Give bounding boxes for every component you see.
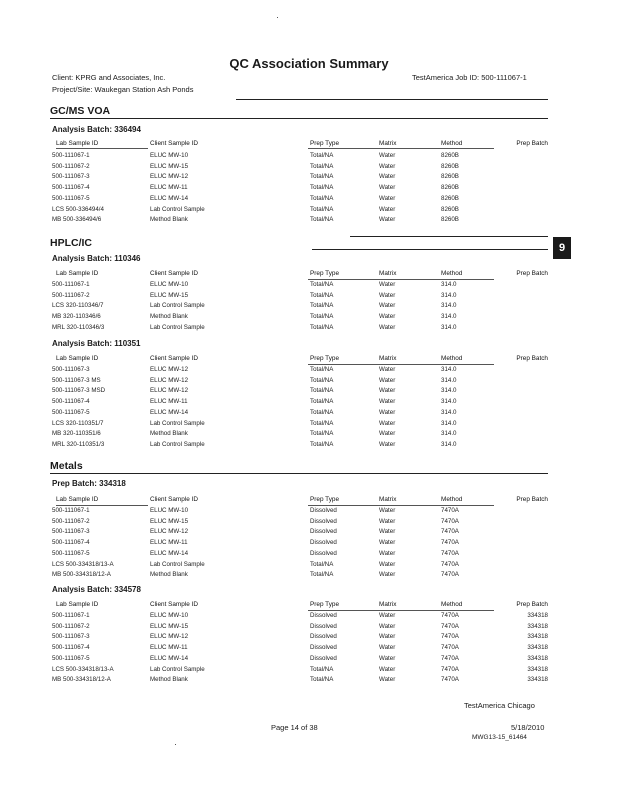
cell-matrix: Water [379,152,396,159]
col-underline [308,364,494,365]
gcms-analysis-batch: Analysis Batch: 336494 [52,125,141,134]
cell-matrix: Water [379,313,396,321]
project-line: Project/Site: Waukegan Station Ash Ponds [52,85,194,94]
col-lab-sample-id: Lab Sample ID [56,355,99,362]
cell-client-sample-id: ELUC MW-12 [150,387,189,395]
col-method: Method [441,496,463,503]
cell-client-sample-id: ELUC MW-10 [150,152,189,159]
cell-matrix: Water [379,291,396,299]
col-lab-sample-id: Lab Sample ID [56,496,99,503]
cell-prep-type: Dissolved [310,507,337,514]
cell-prep-type: Dissolved [310,528,337,536]
cell-prep-type: Total/NA [310,281,334,288]
cell-method: 7470A [441,549,459,557]
cell-prep-type: Total/NA [310,398,334,406]
cell-prep-batch: 334318 [527,676,548,684]
cell-matrix: Water [379,665,396,673]
cell-lab-sample-id: 500-111067-2 [52,162,90,170]
cell-method: 314.0 [441,323,457,331]
hplc-analysis-batch-2: Analysis Batch: 110351 [52,339,141,348]
cell-lab-sample-id: 500-111067-5 [52,654,90,662]
cell-matrix: Water [379,633,396,641]
cell-matrix: Water [379,622,396,630]
cell-lab-sample-id: LCS 320-110346/7 [52,302,104,310]
col-underline [308,610,494,611]
cell-client-sample-id: Lab Control Sample [150,323,205,331]
col-prep-type: Prep Type [310,355,340,362]
table-row [0,550,618,560]
col-method: Method [441,355,463,362]
col-method: Method [441,601,463,608]
table-row [0,441,618,451]
cell-matrix: Water [379,376,396,384]
cell-method: 7470A [441,665,459,673]
col-client-sample-id: Client Sample ID [150,601,198,608]
cell-method: 314.0 [441,281,457,288]
cell-matrix: Water [379,205,396,213]
cell-method: 7470A [441,654,459,662]
cell-method: 314.0 [441,430,457,438]
cell-lab-sample-id: 500-111067-4 [52,539,90,547]
cell-prep-type: Total/NA [310,162,334,170]
col-client-sample-id: Client Sample ID [150,355,198,362]
cell-prep-type: Dissolved [310,539,337,547]
cell-lab-sample-id: MRL 320-110346/3 [52,323,105,331]
cell-prep-type: Total/NA [310,440,334,448]
table-row [0,666,618,676]
cell-prep-type: Total/NA [310,205,334,213]
col-prep-type: Prep Type [310,601,340,608]
footer-date: 5/18/2010 [511,723,545,732]
col-underline [56,148,148,149]
table-row [0,430,618,440]
cell-lab-sample-id: 500-111067-2 [52,291,90,299]
cell-lab-sample-id: 500-111067-1 [52,612,90,619]
section-metals-rule [50,473,548,474]
cell-client-sample-id: ELUC MW-12 [150,366,189,373]
table-row [0,571,618,581]
cell-method: 7470A [441,507,459,514]
cell-client-sample-id: Method Blank [150,571,188,579]
cell-prep-type: Total/NA [310,184,334,192]
cell-matrix: Water [379,430,396,438]
col-client-sample-id: Client Sample ID [150,140,198,147]
cell-lab-sample-id: 500-111067-1 [52,152,90,159]
cell-lab-sample-id: MB 500-334318/12-A [52,676,111,684]
cell-matrix: Water [379,571,396,579]
col-lab-sample-id: Lab Sample ID [56,270,99,277]
cell-method: 7470A [441,622,459,630]
table-row [0,644,618,654]
cell-prep-batch: 334318 [527,654,548,662]
cell-method: 314.0 [441,419,457,427]
col-prep-batch: Prep Batch [516,601,548,608]
cell-lab-sample-id: MB 320-110346/6 [52,313,101,321]
section-hplc-rule-top [350,236,548,237]
cell-method: 7470A [441,571,459,579]
table-row [0,528,618,538]
cell-lab-sample-id: 500-111067-1 [52,507,90,514]
cell-matrix: Water [379,281,396,288]
cell-lab-sample-id: 500-111067-4 [52,644,90,652]
cell-client-sample-id: ELUC MW-15 [150,622,189,630]
cell-client-sample-id: Method Blank [150,216,188,224]
cell-client-sample-id: Lab Control Sample [150,665,205,673]
client-line: Client: KPRG and Associates, Inc. [52,73,166,82]
cell-client-sample-id: ELUC MW-11 [150,539,188,547]
cell-lab-sample-id: LCS 500-334318/13-A [52,560,114,568]
cell-client-sample-id: ELUC MW-11 [150,644,188,652]
cell-lab-sample-id: 500-111067-3 [52,633,90,641]
table-row [0,292,618,302]
table-row [0,163,618,173]
cell-lab-sample-id: 500-111067-3 MSD [52,387,106,395]
cell-matrix: Water [379,507,396,514]
table-row [0,152,618,162]
cell-prep-type: Total/NA [310,302,334,310]
col-underline [308,148,494,149]
cell-method: 7470A [441,560,459,568]
cell-matrix: Water [379,654,396,662]
table-row [0,216,618,226]
cell-matrix: Water [379,676,396,684]
footer-doc-ref: MWG13-15_61464 [472,734,527,741]
cell-prep-type: Dissolved [310,633,337,641]
cell-client-sample-id: Lab Control Sample [150,419,205,427]
cell-lab-sample-id: 500-111067-2 [52,622,90,630]
cell-client-sample-id: ELUC MW-14 [150,549,189,557]
section-hplc-rule [312,249,548,250]
cell-prep-type: Total/NA [310,560,334,568]
cell-method: 7470A [441,676,459,684]
cell-method: 8260B [441,184,459,192]
table-row [0,409,618,419]
table-row [0,676,618,686]
footer-company: TestAmerica Chicago [464,701,535,710]
col-matrix: Matrix [379,140,397,147]
cell-prep-batch: 334318 [527,622,548,630]
cell-lab-sample-id: 500-111067-4 [52,184,90,192]
page-title: QC Association Summary [229,56,389,71]
cell-lab-sample-id: 500-111067-2 [52,517,90,525]
header-rule [236,99,548,100]
cell-prep-type: Total/NA [310,194,334,202]
col-prep-batch: Prep Batch [516,496,548,503]
cell-lab-sample-id: LCS 320-110351/7 [52,419,104,427]
cell-prep-type: Dissolved [310,612,337,619]
col-method: Method [441,140,463,147]
cell-method: 7470A [441,517,459,525]
table-row [0,633,618,643]
cell-method: 314.0 [441,366,457,373]
cell-prep-batch: 334318 [527,633,548,641]
cell-matrix: Water [379,528,396,536]
cell-client-sample-id: Method Blank [150,430,188,438]
cell-client-sample-id: ELUC MW-14 [150,654,189,662]
col-prep-type: Prep Type [310,496,340,503]
cell-lab-sample-id: 500-111067-5 [52,549,90,557]
cell-prep-type: Dissolved [310,549,337,557]
cell-matrix: Water [379,323,396,331]
col-lab-sample-id: Lab Sample ID [56,601,99,608]
col-prep-batch: Prep Batch [516,270,548,277]
cell-lab-sample-id: MB 500-334318/12-A [52,571,111,579]
cell-prep-type: Total/NA [310,571,334,579]
cell-method: 314.0 [441,440,457,448]
cell-lab-sample-id: 500-111067-4 [52,398,90,406]
cell-prep-type: Total/NA [310,419,334,427]
col-underline [56,505,148,506]
cell-client-sample-id: Method Blank [150,313,188,321]
cell-method: 8260B [441,205,459,213]
footer-page-number: Page 14 of 38 [271,723,318,732]
cell-prep-type: Total/NA [310,323,334,331]
cell-prep-type: Total/NA [310,408,334,416]
cell-client-sample-id: ELUC MW-14 [150,194,189,202]
table-row [0,195,618,205]
cell-matrix: Water [379,440,396,448]
section-tab-badge: 9 [553,237,571,259]
job-id: TestAmerica Job ID: 500-111067-1 [412,73,527,82]
cell-client-sample-id: ELUC MW-14 [150,408,189,416]
cell-prep-type: Total/NA [310,173,334,181]
cell-matrix: Water [379,184,396,192]
cell-prep-type: Dissolved [310,517,337,525]
cell-client-sample-id: ELUC MW-12 [150,376,189,384]
cell-lab-sample-id: 500-111067-3 MS [52,376,101,384]
col-matrix: Matrix [379,601,397,608]
section-gcms-rule [50,118,548,119]
cell-client-sample-id: Lab Control Sample [150,302,205,310]
cell-lab-sample-id: MB 320-110351/6 [52,430,101,438]
cell-lab-sample-id: 500-111067-3 [52,528,90,536]
cell-method: 314.0 [441,387,457,395]
cell-lab-sample-id: MB 500-336494/6 [52,216,102,224]
cell-method: 8260B [441,162,459,170]
cell-client-sample-id: ELUC MW-11 [150,398,188,406]
cell-method: 314.0 [441,376,457,384]
table-row [0,313,618,323]
cell-prep-batch: 334318 [527,644,548,652]
cell-matrix: Water [379,162,396,170]
cell-matrix: Water [379,612,396,619]
cell-lab-sample-id: LCS 500-334318/13-A [52,665,114,673]
table-row [0,377,618,387]
cell-method: 7470A [441,539,459,547]
cell-method: 8260B [441,194,459,202]
cell-matrix: Water [379,194,396,202]
cell-lab-sample-id: 500-111067-5 [52,408,90,416]
cell-client-sample-id: ELUC MW-10 [150,612,189,619]
cell-lab-sample-id: 500-111067-3 [52,366,90,373]
col-matrix: Matrix [379,270,397,277]
cell-lab-sample-id: 500-111067-3 [52,173,90,181]
table-row [0,206,618,216]
cell-matrix: Water [379,517,396,525]
table-row [0,518,618,528]
cell-method: 7470A [441,528,459,536]
cell-prep-type: Total/NA [310,376,334,384]
table-row [0,173,618,183]
table-row [0,561,618,571]
table-row [0,324,618,334]
col-underline [308,505,494,506]
cell-lab-sample-id: LCS 500-336494/4 [52,205,104,213]
cell-prep-type: Dissolved [310,654,337,662]
cell-prep-batch: 334318 [527,665,548,673]
cell-method: 314.0 [441,302,457,310]
section-hplc-title: HPLC/IC [50,237,92,249]
cell-matrix: Water [379,302,396,310]
cell-prep-type: Total/NA [310,291,334,299]
cell-method: 314.0 [441,408,457,416]
table-row [0,281,618,291]
table-row [0,398,618,408]
col-underline [308,279,494,280]
cell-prep-type: Total/NA [310,430,334,438]
cell-client-sample-id: Lab Control Sample [150,440,205,448]
col-matrix: Matrix [379,355,397,362]
metals-analysis-batch: Analysis Batch: 334578 [52,585,141,594]
table-row [0,387,618,397]
cell-method: 314.0 [441,313,457,321]
cell-matrix: Water [379,408,396,416]
table-row [0,623,618,633]
cell-matrix: Water [379,366,396,373]
cell-method: 7470A [441,612,459,619]
cell-prep-batch: 334318 [527,612,548,619]
metals-prep-batch: Prep Batch: 334318 [52,479,126,488]
col-prep-batch: Prep Batch [516,140,548,147]
cell-client-sample-id: Lab Control Sample [150,205,205,213]
cell-lab-sample-id: MRL 320-110351/3 [52,440,105,448]
cell-matrix: Water [379,398,396,406]
cell-lab-sample-id: 500-111067-5 [52,194,90,202]
cell-method: 8260B [441,152,459,159]
cell-method: 8260B [441,216,459,224]
cell-prep-type: Dissolved [310,644,337,652]
cell-prep-type: Total/NA [310,387,334,395]
col-prep-type: Prep Type [310,270,340,277]
cell-client-sample-id: ELUC MW-15 [150,291,189,299]
cell-client-sample-id: Lab Control Sample [150,560,205,568]
cell-matrix: Water [379,549,396,557]
col-prep-batch: Prep Batch [516,355,548,362]
table-row [0,366,618,376]
cell-method: 314.0 [441,398,457,406]
col-matrix: Matrix [379,496,397,503]
cell-client-sample-id: ELUC MW-10 [150,281,189,288]
hplc-analysis-batch-1: Analysis Batch: 110346 [52,254,141,263]
cell-client-sample-id: ELUC MW-15 [150,162,189,170]
cell-matrix: Water [379,419,396,427]
scan-speck [277,17,278,18]
table-row [0,184,618,194]
cell-client-sample-id: ELUC MW-15 [150,517,189,525]
cell-client-sample-id: ELUC MW-12 [150,173,189,181]
table-row [0,420,618,430]
cell-client-sample-id: ELUC MW-11 [150,184,188,192]
section-gcms-title: GC/MS VOA [50,105,111,117]
cell-prep-type: Total/NA [310,366,334,373]
table-row [0,507,618,517]
col-lab-sample-id: Lab Sample ID [56,140,99,147]
cell-client-sample-id: ELUC MW-12 [150,528,189,536]
cell-prep-type: Total/NA [310,216,334,224]
table-row [0,612,618,622]
col-client-sample-id: Client Sample ID [150,270,198,277]
cell-method: 8260B [441,173,459,181]
cell-client-sample-id: ELUC MW-12 [150,633,189,641]
cell-matrix: Water [379,173,396,181]
cell-matrix: Water [379,387,396,395]
table-row [0,539,618,549]
cell-method: 314.0 [441,291,457,299]
cell-prep-type: Total/NA [310,676,334,684]
cell-client-sample-id: Method Blank [150,676,188,684]
col-prep-type: Prep Type [310,140,340,147]
cell-matrix: Water [379,216,396,224]
cell-method: 7470A [441,644,459,652]
cell-matrix: Water [379,560,396,568]
col-method: Method [441,270,463,277]
table-row [0,302,618,312]
cell-prep-type: Total/NA [310,313,334,321]
section-metals-title: Metals [50,460,83,472]
cell-client-sample-id: ELUC MW-10 [150,507,189,514]
col-client-sample-id: Client Sample ID [150,496,198,503]
cell-matrix: Water [379,644,396,652]
table-row [0,655,618,665]
cell-prep-type: Total/NA [310,152,334,159]
cell-matrix: Water [379,539,396,547]
cell-method: 7470A [441,633,459,641]
cell-prep-type: Total/NA [310,665,334,673]
scan-speck [175,744,176,745]
cell-prep-type: Dissolved [310,622,337,630]
cell-lab-sample-id: 500-111067-1 [52,281,90,288]
